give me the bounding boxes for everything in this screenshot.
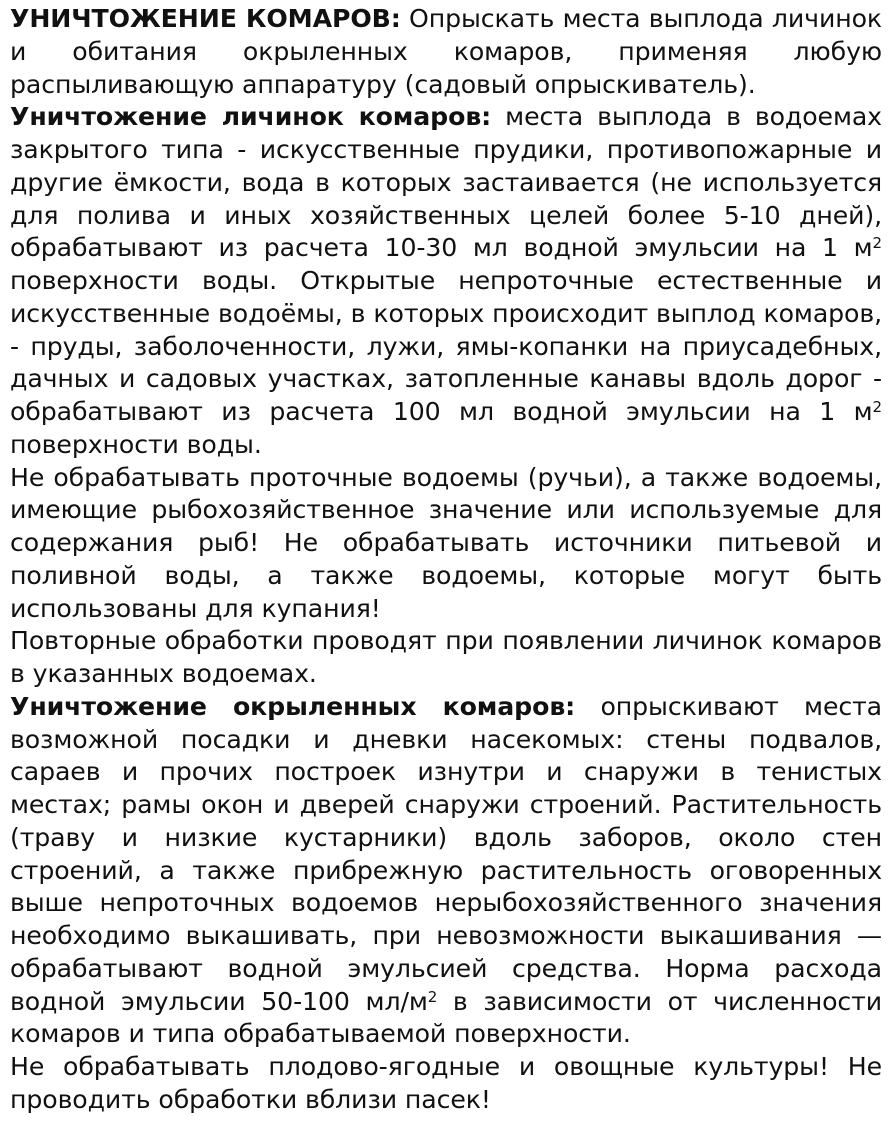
paragraph-text: Не обрабатывать проточные водоемы (ручьи), а также водоемы, имеющие рыбохозяйственное значение или используемые для содержания рыб! Не обрабатывать источники питьевой и поливной воды, а также водоемы, которые могут быть использованы для купания! — [10, 462, 882, 623]
superscript: 2 — [872, 397, 882, 416]
section-heading-larvae: Уничтожение личинок комаров: — [10, 102, 492, 132]
superscript: 2 — [427, 987, 438, 1006]
paragraph-warning-water — [10, 462, 882, 626]
paragraph-text: места выплода в водоемах закрытого типа - искусственные прудики, противопожарные и другие ёмкости, вода в которых застаивается (не используется для полива и иных хозяйственных целей более 5-10 дней), обрабатывают из расчета 10-30 мл водной эмульсии на 1 м — [10, 102, 882, 263]
paragraph-warning-crops — [10, 1051, 882, 1117]
paragraph-text: Опрыскать места выплода личинок и обитания окрыленных комаров, применяя любую распыливающую аппаратуру (садовый опрыскиватель). — [10, 4, 883, 99]
paragraph-intro — [10, 3, 882, 101]
paragraph-adult-mosquitoes — [10, 691, 882, 1051]
paragraph-text: Не обрабатывать плодово-ягодные и овощные культуры! Не проводить обработки вблизи пасек! — [10, 1052, 882, 1114]
section-heading-adult-mosquitoes: Уничтожение окрыленных комаров: — [10, 691, 576, 721]
paragraph-text: в зависимости от численности комаров и типа обрабатываемой поверхности. — [10, 986, 882, 1049]
superscript: 2 — [872, 234, 882, 252]
paragraph-repeat-treatment — [10, 625, 882, 691]
paragraph-text: опрыскивают места возможной посадки и дневки насекомых: стены подвалов, сараев и прочих построек изнутри и снаружи в тенистых местах; рамы окон и дверей снаружи строений. Растительность (траву и низкие кустарники) вдоль заборов, около стен строений, а также прибрежную растительность оговоренных выше непроточных водоемов нерыбохозяйственного значения необходимо выкашивать, при невозможности выкашивания — обрабатывают водной эмульсией средства. Норма расхода водной эмульсии 50-100 мл/м — [10, 691, 882, 1016]
document-body — [10, 3, 882, 1117]
paragraph-text: поверхности воды. Открытые непроточные естественные и искусственные водоёмы, в которых происходит выплод комаров, - пруды, заболоченности, лужи, ямы-копанки на приусадебных, дачных и садовых участках, затопленные канавы вдоль дорог - обрабатывают из расчета 100 мл водной эмульсии на 1 м — [10, 266, 882, 426]
section-heading-mosquito-destruction: УНИЧТОЖЕНИЕ КОМАРОВ: — [10, 4, 401, 33]
paragraph-text: Повторные обработки проводят при появлении личинок комаров в указанных водоемах. — [10, 626, 882, 688]
paragraph-larvae — [10, 101, 882, 461]
paragraph-text: поверхности воды. — [10, 429, 262, 459]
